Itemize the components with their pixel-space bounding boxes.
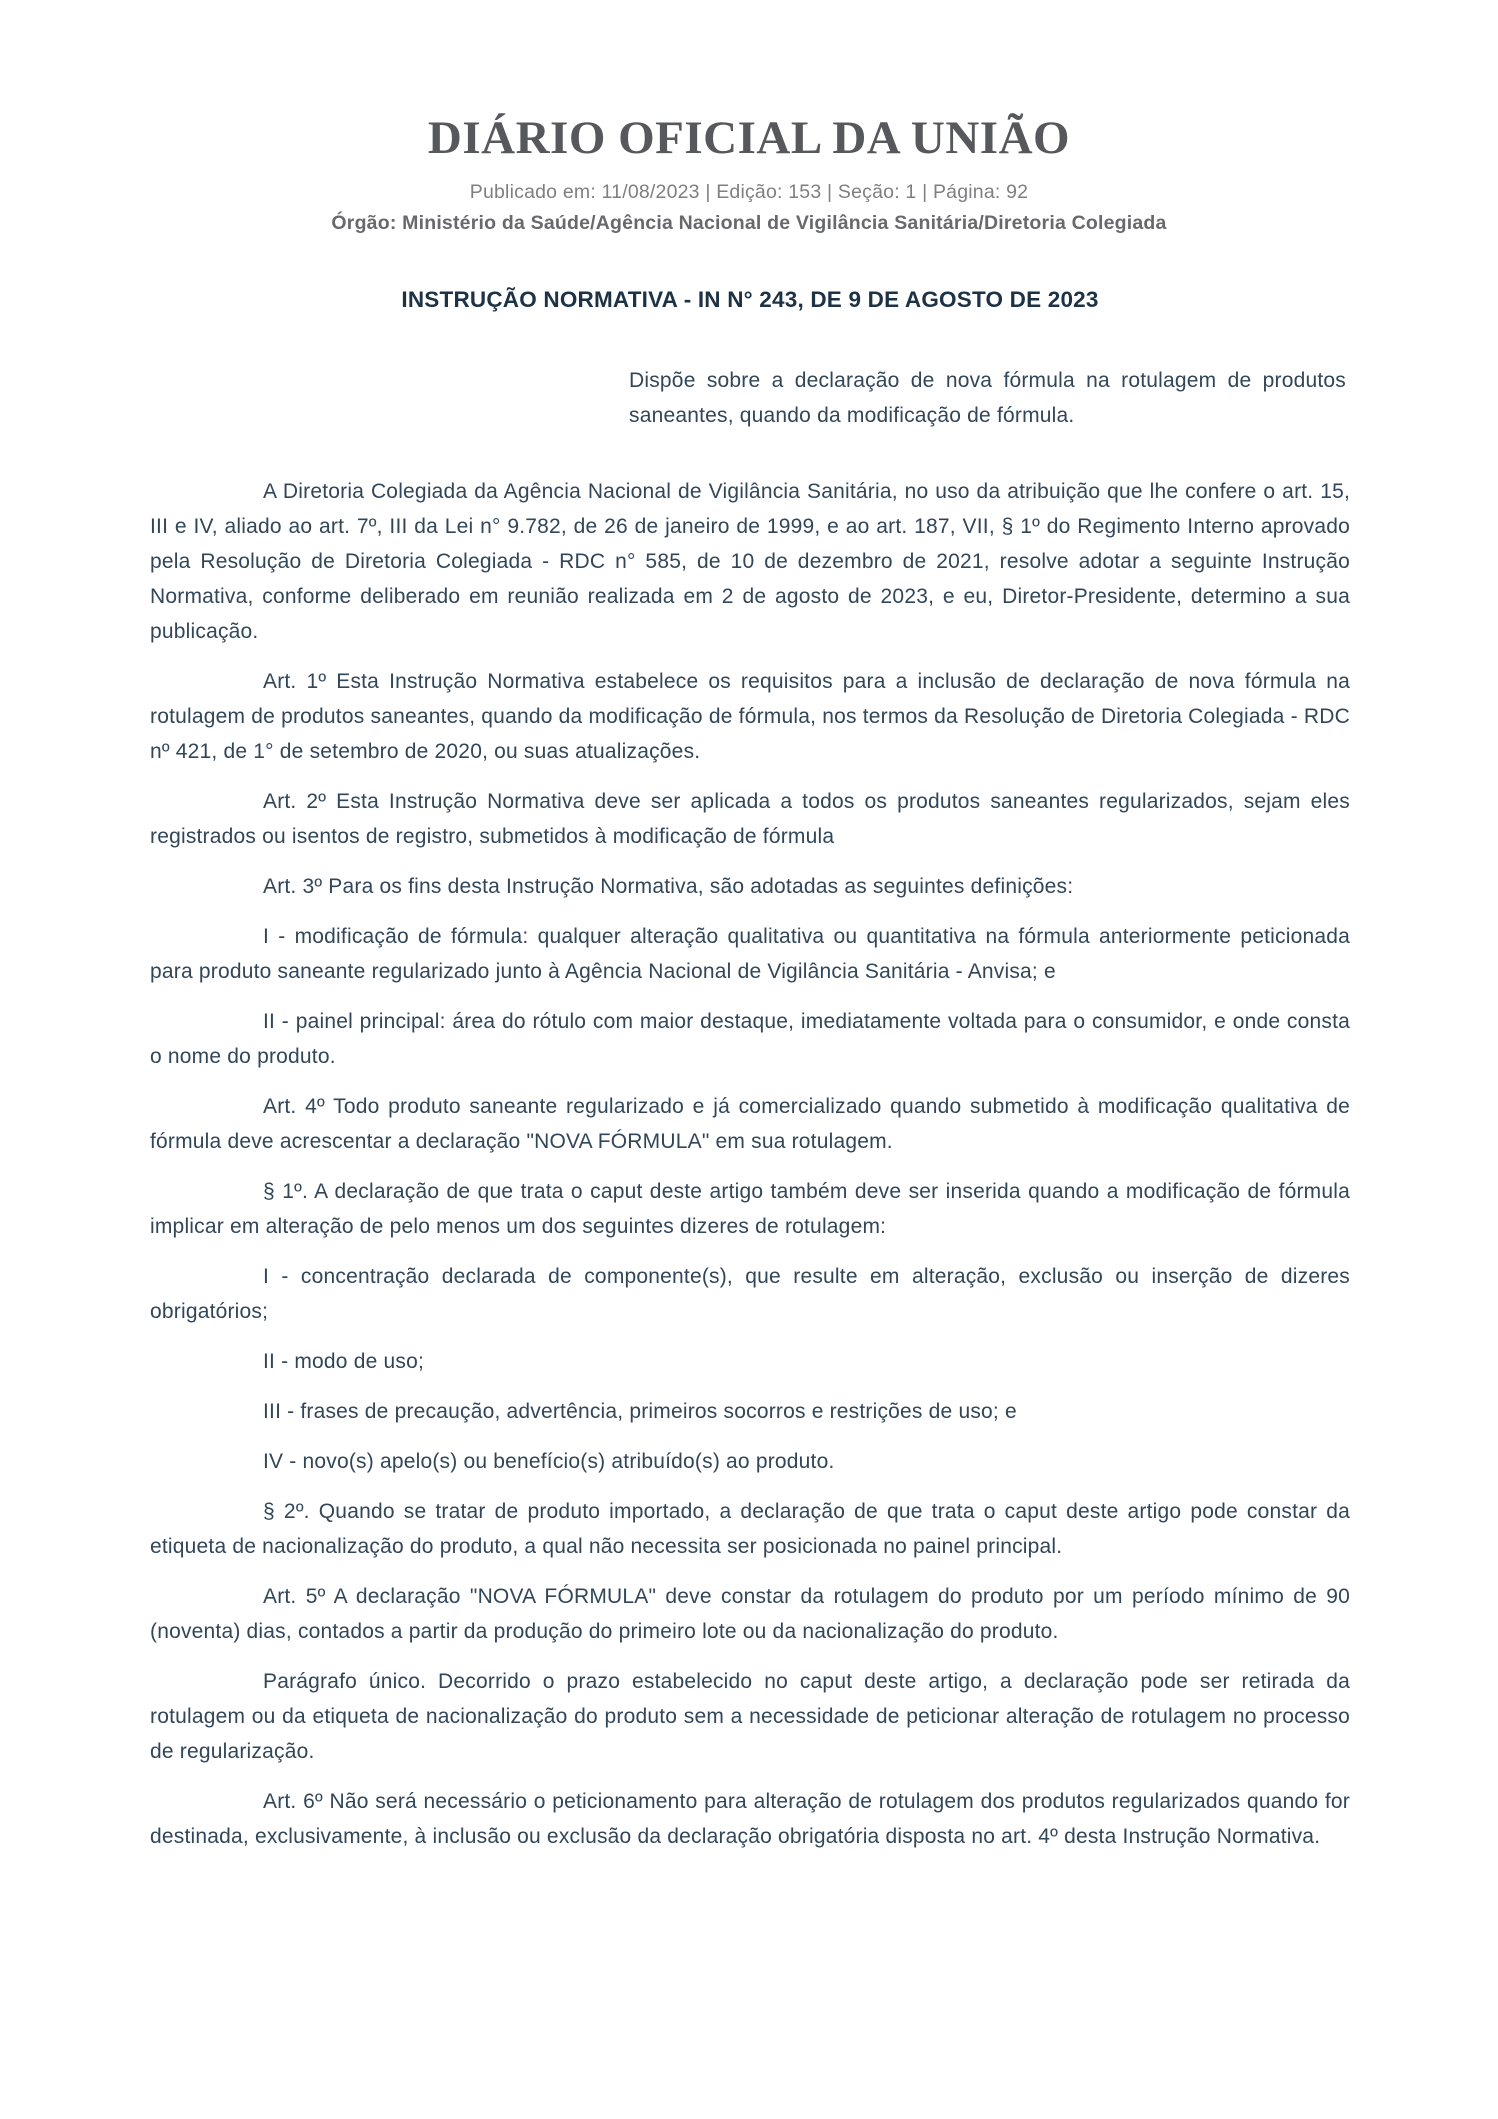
body-paragraph-art4-p2: § 2º. Quando se tratar de produto importado, a declaração de que trata o caput deste artigo pode constar da etiqueta de nacionalização do produto, a qual não necessita ser posicionada no painel principal. — [150, 1500, 1350, 1558]
body-paragraph-preamble: A Diretoria Colegiada da Agência Nacional de Vigilância Sanitária, no uso da atribuição que lhe confere o art. 15, III e IV, aliado ao art. 7º, III da Lei n° 9.782, de 26 de janeiro de 1999, e ao art. 187, VII, § 1º do Regimento Interno aprovado pela Resolução de Diretoria Colegiada - RDC n° 585, de 10 de dezembro de 2021, resolve adotar a seguinte Instrução Normativa, conforme deliberado em reunião realizada em 2 de agosto de 2023, e eu, Diretor-Presidente, determino a sua publicação. — [150, 480, 1350, 643]
body-paragraph-art4: Art. 4º Todo produto saneante regularizado e já comercializado quando submetido à modificação qualitativa de fórmula deve acrescentar a declaração "NOVA FÓRMULA" em sua rotulagem. — [150, 1095, 1350, 1153]
document-body — [150, 474, 1350, 1854]
body-paragraph-art3-i: I - modificação de fórmula: qualquer alteração qualitativa ou quantitativa na fórmula anteriormente peticionada para produto saneante regularizado junto à Agência Nacional de Vigilância Sanitária - Anvisa; e — [150, 925, 1350, 983]
gazette-title: DIÁRIO OFICIAL DA UNIÃO — [427, 112, 1071, 164]
body-paragraph-art1: Art. 1º Esta Instrução Normativa estabelece os requisitos para a inclusão de declaração de nova fórmula na rotulagem de produtos saneantes, quando da modificação de fórmula, nos termos da Resolução de Diretoria Colegiada - RDC nº 421, de 1° de setembro de 2020, ou suas atualizações. — [150, 670, 1350, 763]
body-paragraph-art5: Art. 5º A declaração "NOVA FÓRMULA" deve constar da rotulagem do produto por um período mínimo de 90 (noventa) dias, contados a partir da produção do primeiro lote ou da nacionalização do produto. — [150, 1585, 1350, 1643]
body-paragraph-art3-ii: II - painel principal: área do rótulo com maior destaque, imediatamente voltada para o consumidor, e onde consta o nome do produto. — [150, 1010, 1350, 1068]
body-paragraph-art4-iii: III - frases de precaução, advertência, primeiros socorros e restrições de uso; e — [263, 1400, 1017, 1423]
body-paragraph-art3: Art. 3º Para os fins desta Instrução Normativa, são adotadas as seguintes definições: — [263, 875, 1074, 898]
body-paragraph-art4-ii: II - modo de uso; — [263, 1350, 424, 1373]
body-paragraph-art4-i: I - concentração declarada de componente(s), que resulte em alteração, exclusão ou inserção de dizeres obrigatórios; — [150, 1265, 1350, 1323]
masthead — [0, 112, 1498, 235]
body-paragraph-art4-p1: § 1º. A declaração de que trata o caput deste artigo também deve ser inserida quando a modificação de fórmula implicar em alteração de pelo menos um dos seguintes dizeres de rotulagem: — [150, 1180, 1350, 1238]
body-paragraph-art4-iv: IV - novo(s) apelo(s) ou benefício(s) atribuído(s) ao produto. — [263, 1450, 835, 1473]
act-ementa: Dispõe sobre a declaração de nova fórmula na rotulagem de produtos saneantes, quando da modificação de fórmula. — [629, 369, 1346, 427]
body-paragraph-art2: Art. 2º Esta Instrução Normativa deve ser aplicada a todos os produtos saneantes regularizados, sejam eles registrados ou isentos de registro, submetidos à modificação de fórmula — [150, 790, 1350, 848]
act-heading: INSTRUÇÃO NORMATIVA - IN N° 243, DE 9 DE AGOSTO DE 2023 — [401, 287, 1099, 312]
act-document — [150, 286, 1350, 1854]
body-paragraph-art6: Art. 6º Não será necessário o peticionamento para alteração de rotulagem dos produtos regularizados quando for destinada, exclusivamente, à inclusão ou exclusão da declaração obrigatória disposta no art. 4º desta Instrução Normativa. — [150, 1790, 1350, 1848]
body-paragraph-art5-pu: Parágrafo único. Decorrido o prazo estabelecido no caput deste artigo, a declaração pode ser retirada da rotulagem ou da etiqueta de nacionalização do produto sem a necessidade de peticionar alteração de rotulagem no processo de regularização. — [150, 1670, 1350, 1763]
organ-line: Órgão: Ministério da Saúde/Agência Nacional de Vigilância Sanitária/Diretoria Colegiada — [331, 212, 1167, 234]
publication-line: Publicado em: 11/08/2023 | Edição: 153 | Seção: 1 | Página: 92 — [469, 181, 1029, 203]
